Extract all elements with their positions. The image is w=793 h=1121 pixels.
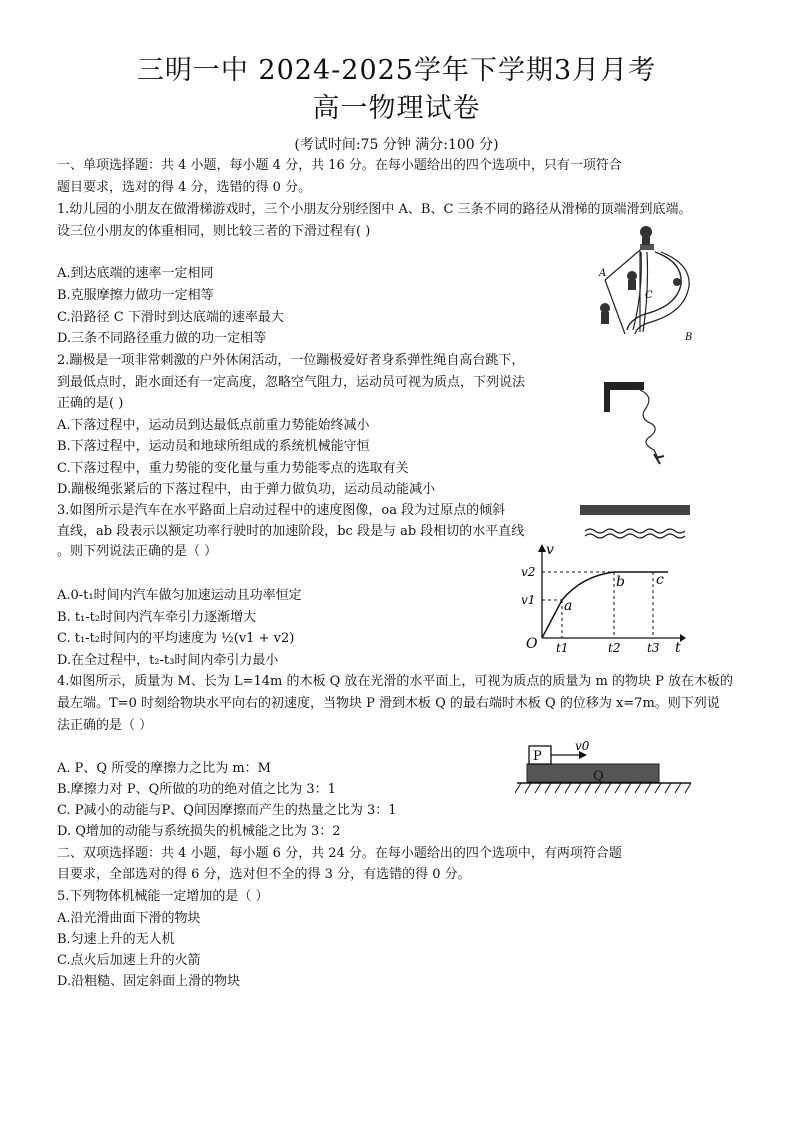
q5-option-b: B.匀速上升的无人机 <box>57 932 175 947</box>
t2-label: t2 <box>608 641 621 655</box>
t3-label: t3 <box>647 641 660 655</box>
q3-option-d: D.在全过程中，t₂-t₃时间内牵引力最小 <box>57 653 279 668</box>
q2-option-c: C.下落过程中，重力势能的变化量与重力势能零点的选取有关 <box>57 461 409 476</box>
section1-heading: 一、单项选择题：共 4 小题，每小题 4 分，共 16 分。在每小题给出的四个选项中，只有一项符合 <box>57 158 622 173</box>
axis-y-label: v <box>546 542 554 558</box>
board-q-label: Q <box>593 769 604 784</box>
v2-label: v2 <box>521 565 536 579</box>
section1-heading-cont: 题目要求，选对的得 4 分，选错的得 0 分。 <box>57 180 312 195</box>
q3-stem-cont: 直线，ab 段表示以额定功率行驶时的加速阶段，bc 段是与 ab 段相切的水平直线 <box>57 524 525 539</box>
velocity-time-graph <box>512 540 692 655</box>
q1-option-c: C.沿路径 C 下滑时到达底端的速率最大 <box>57 310 284 325</box>
path-a-label: A <box>599 268 607 279</box>
q4-option-d: D. Q增加的动能与系统损失的机械能之比为 3：2 <box>57 824 341 839</box>
origin-label: O <box>526 636 538 652</box>
slide-figure <box>585 222 705 350</box>
q3-option-b: B. t₁-t₂时间内汽车牵引力逐渐增大 <box>57 610 257 625</box>
axis-x-label: t <box>675 640 681 655</box>
q1-option-b: B.克服摩擦力做功一定相等 <box>57 288 214 303</box>
exam-title: 三明一中 2024-2025学年下学期3月月考 <box>136 55 657 86</box>
point-a-label: a <box>564 598 573 614</box>
q1-stem-cont: 设三位小朋友的体重相同，则比较三者的下滑过程有( ) <box>57 224 371 239</box>
path-c-label: C <box>645 290 653 301</box>
q1-option-a: A.到达底端的速率一定相同 <box>57 266 214 281</box>
block-p-label: P <box>533 749 542 764</box>
point-c-label: c <box>656 572 664 588</box>
q2-option-d: D.蹦极绳张紧后的下落过程中，由于弹力做负功，运动员动能减小 <box>57 482 436 497</box>
q4-option-c: C. P减小的动能与P、Q间因摩擦而产生的热量之比为 3：1 <box>57 803 397 818</box>
q3-stem-cont2: 。则下列说法正确的是（ ） <box>57 544 218 559</box>
section2-heading-cont: 目要求，全部选对的得 6 分，选对但不全的得 3 分，有选错的得 0 分。 <box>57 867 471 882</box>
q5-option-a: A.沿光滑曲面下滑的物块 <box>57 911 201 926</box>
q2-stem-cont: 到最低点时，距水面还有一定高度，忽略空气阻力，运动员可视为质点，下列说法 <box>57 375 526 390</box>
q2-stem-cont2: 正确的是( ) <box>57 396 124 411</box>
q2-stem: 2.蹦极是一项非常刺激的户外休闲活动，一位蹦极爱好者身系弹性绳自高台跳下， <box>57 353 525 368</box>
q4-option-b: B.摩擦力对 P、Q所做的功的绝对值之比为 3：1 <box>57 782 336 797</box>
t1-label: t1 <box>556 641 569 655</box>
q5-option-d: D.沿粗糙、固定斜面上滑的物块 <box>57 974 241 989</box>
q3-option-a: A.0-t₁时间内汽车做匀加速运动且功率恒定 <box>57 588 302 603</box>
q1-option-d: D.三条不同路径重力做的功一定相等 <box>57 331 267 346</box>
v1-label: v1 <box>521 593 536 607</box>
q4-stem: 4.如图所示，质量为 M、长为 L=14m 的木板 Q 放在光滑的水平面上，可视为质点的质量为 m 的物块 P 放在木板的 <box>57 674 734 689</box>
q2-option-b: B.下落过程中，运动员和地球所组成的系统机械能守恒 <box>57 439 370 454</box>
q4-stem-cont: 最左端。T=0 时刻给物块水平向右的初速度，当物块 P 滑到木板 Q 的最右端时木板 Q 的位移为 x=7m。则下列说 <box>57 696 720 711</box>
q4-option-a: A. P、Q 所受的摩擦力之比为 m：M <box>57 761 271 776</box>
q2-option-a: A.下落过程中，运动员到达最低点前重力势能始终减小 <box>57 418 370 433</box>
wave-decoration <box>580 505 690 541</box>
q3-option-c-text: C. t₁-t₂时间内的平均速度为 <box>57 631 218 646</box>
block-board-figure <box>515 738 695 800</box>
q5-option-c: C.点火后加速上升的火箭 <box>57 953 201 968</box>
point-b-label: b <box>616 574 625 590</box>
q3-stem: 3.如图所示是汽车在水平路面上启动过程中的速度图像，oa 段为过原点的倾斜 <box>57 503 506 518</box>
q5-stem: 5.下列物体机械能一定增加的是（ ） <box>57 889 269 904</box>
exam-info: (考试时间:75 分钟 满分:100 分) <box>294 137 499 153</box>
section2-heading: 二、双项选择题：共 4 小题，每小题 6 分，共 24 分。在每小题给出的四个选项中，有两项符合题 <box>57 846 622 861</box>
q4-stem-cont2: 法正确的是（ ） <box>57 718 153 733</box>
v0-label: v0 <box>575 739 590 753</box>
q3-option-c-formula: ½(v1 + v2) <box>221 631 295 646</box>
bungee-figure <box>600 378 672 470</box>
exam-subtitle: 高一物理试卷 <box>312 93 481 124</box>
path-b-label: B <box>685 332 693 343</box>
q3-option-c <box>57 630 294 647</box>
q1-stem: 1.幼儿园的小朋友在做滑梯游戏时，三个小朋友分别经图中 A、B、C 三条不同的路径从滑梯的顶端滑到底端。 <box>57 202 692 217</box>
